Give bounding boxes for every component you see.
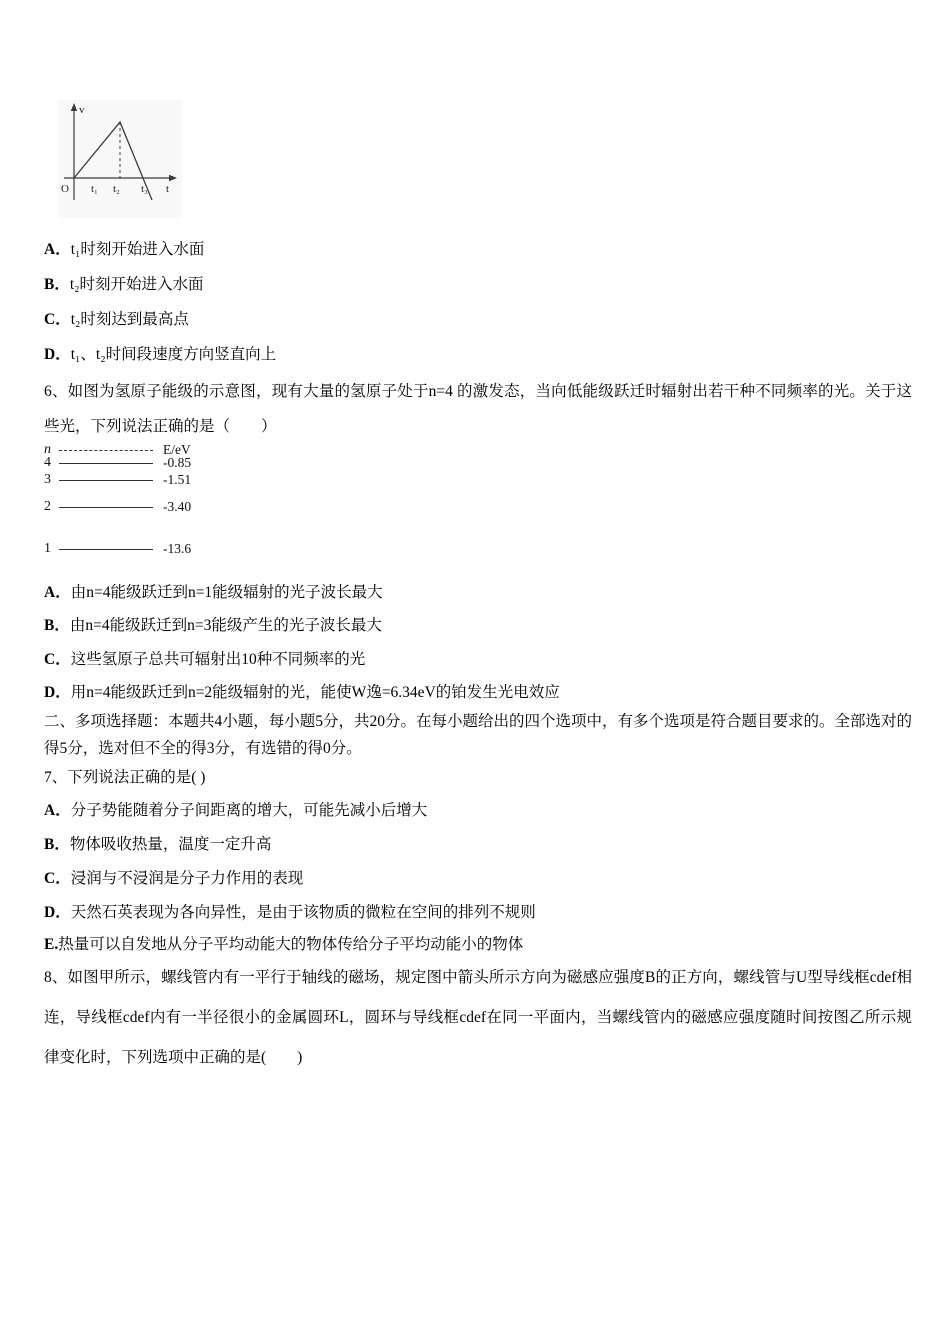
level-line <box>59 507 153 508</box>
energy-level-diagram <box>44 443 284 561</box>
origin-label: O <box>61 183 69 195</box>
t-axis-label: t <box>166 183 170 195</box>
header-dashed-line <box>59 450 153 451</box>
option-text: 浸润与不浸润是分子力作用的表现 <box>70 870 304 887</box>
option-text: 用n=4能级跃迁到n=2能级辐射的光，能使W逸=6.34eV的铂发生光电效应 <box>70 684 560 701</box>
option-label: A． <box>44 241 71 258</box>
q6-option-b <box>44 613 382 635</box>
level-value: -3.40 <box>163 499 192 514</box>
energy-level-row-3 <box>44 473 191 487</box>
option-label: B． <box>44 276 70 293</box>
option-text: 天然石英表现为各向异性，是由于该物质的微粒在空间的排列不规则 <box>70 904 536 921</box>
option-label: D． <box>44 904 71 921</box>
v-axis-arrow-icon <box>71 103 77 111</box>
level-value: -13.6 <box>163 541 192 556</box>
option-label: C． <box>44 651 71 668</box>
t-axis-arrow-icon <box>169 175 177 181</box>
q7-option-c <box>44 866 303 888</box>
v-axis-label: v <box>79 104 85 116</box>
option-text: 分子势能随着分子间距离的增大，可能先减小后增大 <box>70 802 428 819</box>
level-label: 3 <box>44 472 51 487</box>
level-label: 1 <box>44 541 51 556</box>
option-label: A． <box>44 584 71 601</box>
t2-label: t₂ <box>113 183 120 195</box>
option-text: 由n=4能级跃迁到n=3能级产生的光子波长最大 <box>69 617 382 634</box>
q6-stem: 6、如图为氢原子能级的示意图，现有大量的氢原子处于n=4 的激发态，当向低能级跃迁时辐射出若干种不同频率的光。关于这些光，下列说法正确的是（ ） <box>44 383 912 435</box>
option-label: B． <box>44 836 70 853</box>
q8-stem: 8、如图甲所示，螺线管内有一平行于轴线的磁场，规定图中箭头所示方向为磁感应强度B的正方向，螺线管与U型导线框cdef相连，导线框cdef内有一半径很小的金属圆环L，圆环与导线框cdef在同一平面内，当螺线管内的磁感应强度随时间按图乙所示规律变化时，下列选项中正确的是( ) <box>44 969 912 1066</box>
option-text: 这些氢原子总共可辐射出10种不同频率的光 <box>70 651 366 668</box>
energy-level-row-4 <box>44 456 191 470</box>
energy-level-row-1 <box>44 542 191 556</box>
level-value: -1.51 <box>163 472 192 487</box>
q5-option-d <box>44 342 276 364</box>
option-label: C． <box>44 870 71 887</box>
level-line <box>59 480 153 481</box>
level-label: 2 <box>44 499 51 514</box>
level-line <box>59 549 153 550</box>
option-text: t₁、t₂时间段速度方向竖直向上 <box>70 346 277 363</box>
option-text: t₂时刻开始进入水面 <box>69 276 204 293</box>
q5-option-b <box>44 272 204 294</box>
option-text: 物体吸收热量，温度一定升高 <box>69 836 272 853</box>
option-label: A． <box>44 802 71 819</box>
energy-level-row-2 <box>44 500 191 514</box>
t3-label: t₃ <box>141 183 148 195</box>
option-text: 热量可以自发地从分子平均动能大的物体传给分子平均动能小的物体 <box>58 936 524 953</box>
level-value: -0.85 <box>163 455 192 470</box>
level-label: n <box>44 442 51 457</box>
q7-stem: 7、下列说法正确的是( ) <box>44 769 206 786</box>
section2-header: 二、多项选择题：本题共4小题，每小题5分，共20分。在每小题给出的四个选项中，有多个选项是符合题目要求的。全部选对的得5分，选对但不全的得3分，有选错的得0分。 <box>44 713 913 757</box>
question5-figure <box>58 100 182 218</box>
option-label: B． <box>44 617 70 634</box>
q5-option-a <box>44 237 204 259</box>
q6-option-a <box>44 580 383 602</box>
q5-option-c <box>44 307 189 329</box>
q7-option-e <box>44 932 523 954</box>
q6-option-d <box>44 680 560 702</box>
option-text: t₁时刻开始进入水面 <box>70 241 205 258</box>
q7-option-d <box>44 900 536 922</box>
option-label: D． <box>44 684 71 701</box>
energy-axis-label: E/eV <box>163 442 191 457</box>
option-text: t₂时刻达到最高点 <box>70 311 189 328</box>
level-line <box>59 463 153 464</box>
q7-option-a <box>44 798 427 820</box>
velocity-time-graph <box>58 100 182 218</box>
q7-option-b <box>44 832 271 854</box>
option-text: 由n=4能级跃迁到n=1能级辐射的光子波长最大 <box>70 584 383 601</box>
level-label: 4 <box>44 455 51 470</box>
t1-label: t₁ <box>91 183 98 195</box>
option-label: C． <box>44 311 71 328</box>
option-label: D． <box>44 346 71 363</box>
q6-option-c <box>44 647 365 669</box>
option-label: E. <box>44 936 59 953</box>
